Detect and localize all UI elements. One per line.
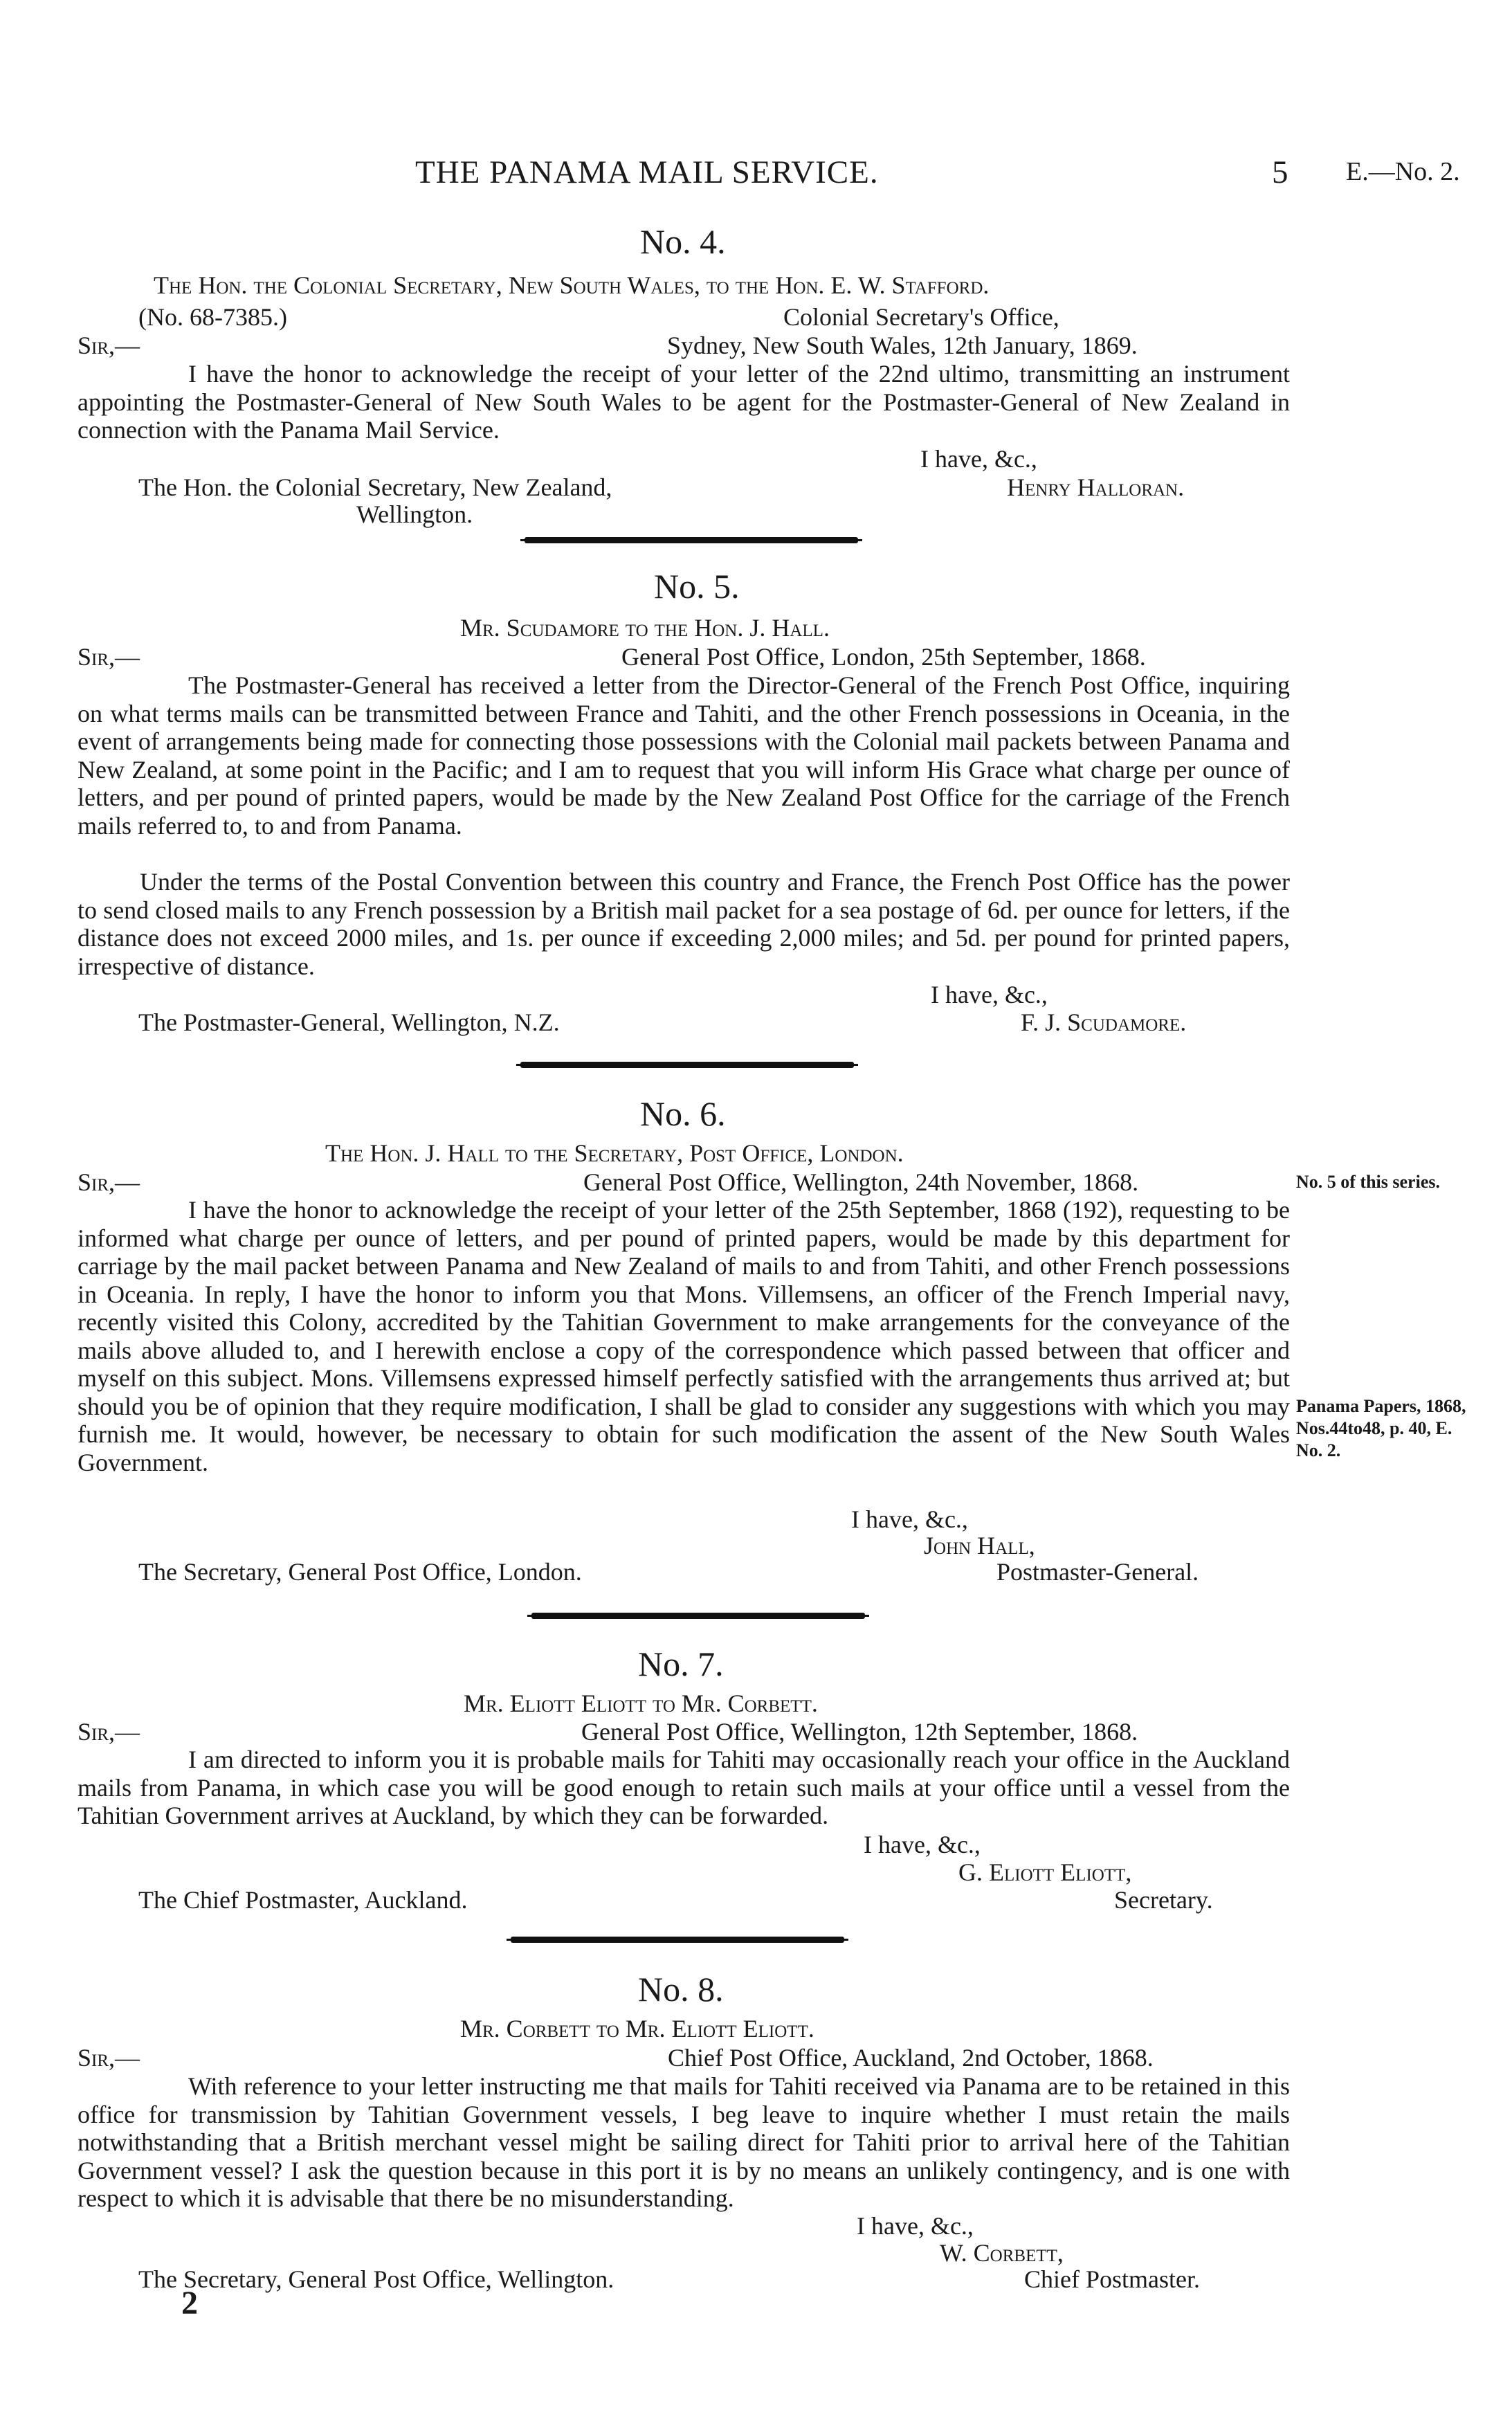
addressee: The Hon. the Colonial Secretary, New Zealand, [138,473,612,501]
addressee-line-2: Wellington. [356,500,473,528]
signature-mark: 2 [181,2285,198,2321]
closing: I have, &c., [931,981,1048,1008]
place-date: General Post Office, London, 25th September, 1868. [621,643,1146,671]
signature-title: Postmaster-General. [996,1558,1199,1586]
margin-note: Panama Papers, 1868, Nos.44to48, p. 40, E. No. 2. [1296,1396,1466,1460]
letter-number: No. 8. [638,1970,724,2009]
signature: G. Eliott Eliott, [958,1858,1132,1886]
signature: Henry Halloran. [1007,473,1185,501]
document-reference: E.—No. 2. [1346,157,1460,186]
letter-paragraph: With reference to your letter instructing me that mails for Tahiti received via Panama are to be retained in this office for transmission by Tahitian Government vessels, I beg leave to inquire whether I must retain the mails notwithstanding that a British merchant vessel might be sailing direct for Tahiti prior to arrival here of the Tahitian Government vessel? I ask the question because in this port it is by no means an unlikely contingency, and is one with respect to which it is advisable that there be no misunderstanding. [78,2072,1290,2212]
section-divider [525,537,858,543]
salutation: Sir,— [78,1168,140,1196]
salutation: Sir,— [78,332,140,359]
addressee: The Secretary, General Post Office, Wellington. [138,2265,614,2293]
addressee: The Postmaster-General, Wellington, N.Z. [138,1008,560,1036]
margin-note: No. 5 of this series. [1296,1172,1440,1192]
place-date: General Post Office, Wellington, 12th September, 1868. [581,1718,1138,1746]
letter-number: No. 4. [640,222,726,261]
letter-paragraph: The Postmaster-General has received a letter from the Director-General of the French Post Office, inquiring on what terms mails can be transmitted between France and Tahiti, and the other French possessions in Oceania, in the event of arrangements being made for connecting those possessions with the Colonial mail packets between Panama and New Zealand, at some point in the Pacific; and I am to request that you will inform His Grace what charge per ounce of letters, and per pound of printed papers, would be made by the New Zealand Post Office for the carriage of the French mails referred to, to and from Panama. [78,671,1290,840]
salutation: Sir,— [78,1718,140,1746]
letter-number: No. 5. [654,567,740,606]
closing: I have, &c., [864,1831,981,1858]
addressee: The Chief Postmaster, Auckland. [138,1886,468,1914]
office-name: Colonial Secretary's Office, [783,303,1059,331]
salutation: Sir,— [78,643,140,671]
place-date: General Post Office, Wellington, 24th November, 1868. [583,1168,1139,1196]
signature: W. Corbett, [940,2239,1064,2267]
letter-heading: The Hon. J. Hall to the Secretary, Post Office, London. [325,1139,904,1167]
letter-number: No. 6. [640,1094,726,1133]
letter-heading: Mr. Eliott Eliott to Mr. Corbett. [464,1689,818,1717]
signature: F. J. Scudamore. [1021,1008,1187,1036]
place-date: Sydney, New South Wales, 12th January, 1869. [667,332,1138,359]
section-divider [520,1062,854,1068]
section-divider [511,1937,844,1943]
closing: I have, &c., [851,1505,968,1533]
closing: I have, &c., [920,445,1037,473]
addressee: The Secretary, General Post Office, London. [138,1558,582,1586]
letter-paragraph: I am directed to inform you it is probable mails for Tahiti may occasionally reach your office in the Auckland mails from Panama, in which case you will be good enough to retain such mails at your office until a vessel from the Tahitian Government arrives at Auckland, by which they can be forwarded. [78,1746,1290,1829]
salutation: Sir,— [78,2044,140,2072]
page-number: 5 [1272,154,1289,190]
letter-heading: Mr. Corbett to Mr. Eliott Eliott. [460,2015,814,2042]
signature: John Hall, [924,1532,1035,1559]
letter-number: No. 7. [638,1645,724,1683]
signature-title: Chief Postmaster. [1024,2265,1200,2293]
letter-heading: Mr. Scudamore to the Hon. J. Hall. [460,614,830,642]
letter-paragraph: Under the terms of the Postal Convention between this country and France, the French Post Office has the power to send closed mails to any French possession by a British mail packet for a sea postage of 6d. per ounce for letters, if the distance does not exceed 2000 miles, and 1s. per ounce if exceeding 2,000 miles; and 5d. per pound for printed papers, irrespective of distance. [78,868,1290,980]
section-divider [531,1613,865,1619]
letter-paragraph: I have the honor to acknowledge the receipt of your letter of the 22nd ultimo, transmitting an instrument appointing the Postmaster-General of New South Wales to be agent for the Postmaster-General of New Zealand in connection with the Panama Mail Service. [78,360,1290,444]
closing: I have, &c., [857,2212,974,2240]
place-date: Chief Post Office, Auckland, 2nd October, 1868. [668,2044,1154,2072]
letter-reference: (No. 68-7385.) [138,303,287,331]
page-title: THE PANAMA MAIL SERVICE. [415,154,879,190]
signature-title: Secretary. [1114,1886,1213,1914]
letter-paragraph: I have the honor to acknowledge the receipt of your letter of the 25th September, 1868 (192), requesting to be informed what charge per ounce of letters, and per pound of printed papers, would be made by this department for carriage by the mail packet between Panama and New Zealand of mails to and from Tahiti, and other French possessions in Oceania. In reply, I have the honor to inform you that Mons. Villemsens, an officer of the French Imperial navy, recently visited this Colony, accredited by the Tahitian Government to make arrangements for the conveyance of the mails above alluded to, and I herewith enclose a copy of the correspondence which passed between that officer and myself on this subject. Mons. Villemsens expressed himself perfectly satisfied with the arrangements thus arrived at; but should you be of opinion that they require modification, I shall be glad to consider any suggestions with which you may furnish me. It would, however, be necessary to obtain for such modification the assent of the New South Wales Government. [78,1196,1290,1476]
letter-heading: The Hon. the Colonial Secretary, New South Wales, to the Hon. E. W. Stafford. [154,271,990,299]
